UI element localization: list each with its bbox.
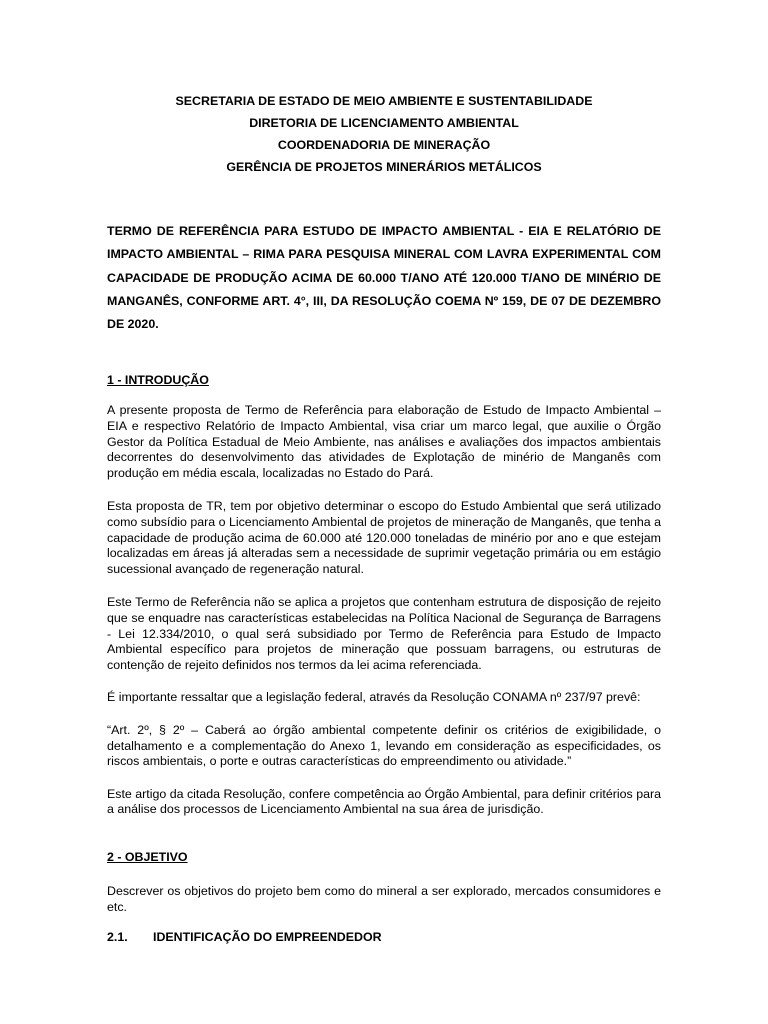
document-title: TERMO DE REFERÊNCIA PARA ESTUDO DE IMPACTO AMBIENTAL - EIA E RELATÓRIO DE IMPACTO AMBIENTAL – RIMA PARA PESQUISA MINERAL COM LAVRA EXPERIMENTAL COM CAPACIDADE DE PRODUÇÃO ACIMA DE 60.000 T/ANO ATÉ 120.000 T/ANO DE MINÉRIO DE MANGANÊS, CONFORME ART. 4°, III, DA RESOLUÇÃO COEMA Nº 159, DE 07 DE DEZEMBRO DE 2020. (107, 224, 661, 332)
document-page (107, 90, 661, 945)
document-header (107, 90, 661, 178)
intro-paragraph-2: Esta proposta de TR, tem por objetivo determinar o escopo do Estudo Ambiental que será utilizado como subsídio para o Licenciamento Ambiental de projetos de mineração de Manganês, que tenha a capacidade de produção acima de 60.000 até 120.000 toneladas de minério por ano e que estejam localizadas em áreas já alteradas sem a necessidade de suprimir vegetação primária ou em estágio sucessional avançado de regeneração natural. (107, 499, 661, 576)
section-heading-objetivo: 2 - OBJETIVO (107, 849, 188, 864)
header-gerencia: GERÊNCIA DE PROJETOS MINERÁRIOS METÁLICOS (226, 160, 542, 174)
intro-quote: “Art. 2º, § 2º – Caberá ao órgão ambiental competente definir os critérios de exigibilidade, o detalhamento e a complementação do Anexo 1, levando em consideração as especificidades, os riscos ambientais, o porte e outras características do empreendimento ou atividade.” (107, 722, 661, 769)
intro-paragraph-1: A presente proposta de Termo de Referência para elaboração de Estudo de Impacto Ambiental – EIA e respectivo Relatório de Impacto Ambiental, visa criar um marco legal, que auxilie o Órgão Gestor da Política Estadual de Meio Ambiente, nas análises e avaliações dos impactos ambientais decorrentes do desenvolvimento das atividades de Explotação de minério de Manganês com produção em média escala, localizadas no Estado do Pará. (107, 403, 661, 480)
intro-paragraph-4: É importante ressaltar que a legislação federal, através da Resolução CONAMA nº 237/97 prevê: (107, 690, 641, 705)
subsection-title: IDENTIFICAÇÃO DO EMPREENDEDOR (153, 930, 382, 945)
header-secretaria: SECRETARIA DE ESTADO DE MEIO AMBIENTE E SUSTENTABILIDADE (175, 94, 593, 108)
subsection-number: 2.1. (107, 930, 128, 945)
header-diretoria: DIRETORIA DE LICENCIAMENTO AMBIENTAL (249, 116, 519, 130)
subsection-heading (107, 930, 661, 945)
intro-paragraph-3: Este Termo de Referência não se aplica a projetos que contenham estrutura de disposição de rejeito que se enquadre nas características estabelecidas na Política Nacional de Segurança de Barragens - Lei 12.334/2010, o qual será subsidiado por Termo de Referência para Estudo de Impacto Ambiental específico para projetos de mineração que possuam barragens, ou estruturas de contenção de rejeito definidos nos termos da lei acima referenciada. (107, 595, 661, 672)
intro-paragraph-6: Este artigo da citada Resolução, confere competência ao Órgão Ambiental, para definir critérios para a análise dos processos de Licenciamento Ambiental na sua área de jurisdição. (107, 786, 661, 817)
section-heading-introducao: 1 - INTRODUÇÃO (107, 373, 209, 388)
header-coordenadoria: COORDENADORIA DE MINERAÇÃO (277, 138, 491, 152)
objetivo-paragraph: Descrever os objetivos do projeto bem como do mineral a ser explorado, mercados consumidores e etc. (107, 883, 661, 914)
